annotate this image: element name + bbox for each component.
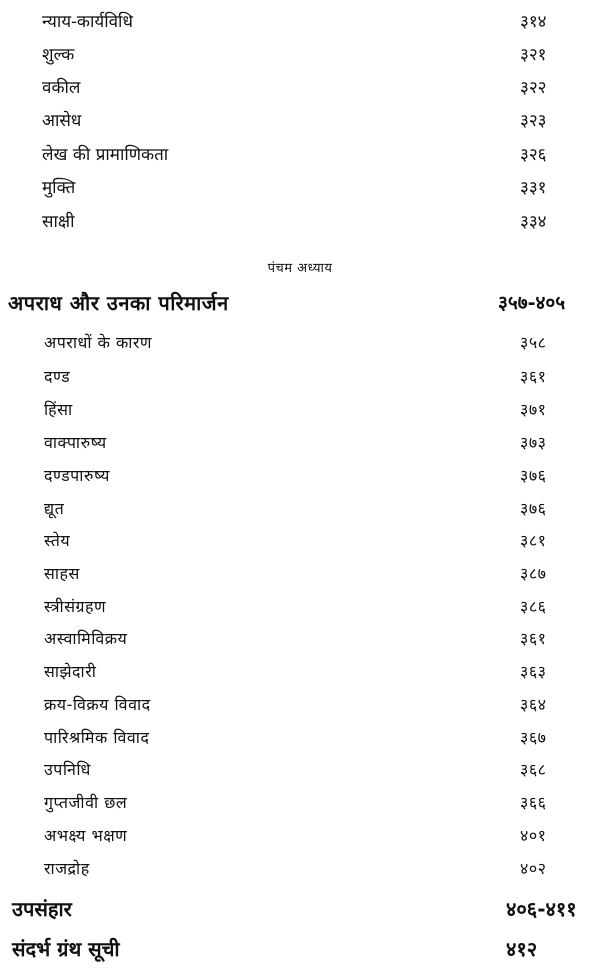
- toc-entry-page: ३२६: [520, 144, 547, 165]
- toc-entry-page: ३५८: [520, 333, 547, 352]
- chapter-label: पंचम अध्याय: [267, 261, 333, 276]
- bibliography-page: ४१२: [506, 936, 538, 961]
- toc-entry: [0, 70, 600, 102]
- toc-entry-title: न्याय-कार्यविधि: [42, 11, 133, 32]
- toc-entry-title: वाक्पारुष्य: [44, 433, 107, 452]
- toc-entry: [0, 590, 600, 622]
- toc-entry-page: ३७६: [520, 499, 547, 518]
- conclusion-title: उपसंहार: [12, 896, 72, 921]
- toc-entry: [0, 753, 600, 785]
- chapter-title: अपराध और उनका परिमार्जन: [8, 290, 229, 315]
- toc-entry-title: दण्ड: [44, 367, 71, 386]
- toc-entry-title: साझेदारी: [44, 662, 97, 681]
- toc-entry-page: ३६६: [520, 793, 547, 812]
- toc-entry-page: ३१४: [520, 11, 547, 32]
- toc-entry-title: पारिश्रमिक विवाद: [44, 728, 150, 747]
- bibliography-title: संदर्भ ग्रंथ सूची: [12, 936, 120, 961]
- toc-entry-page: ३३१: [520, 177, 547, 198]
- chapter-pages: ३५७-४०५: [498, 292, 566, 314]
- toc-entry: [0, 622, 600, 654]
- toc-entry: [0, 170, 600, 202]
- toc-entry-title: गुप्तजीवी छल: [44, 793, 128, 812]
- toc-entry: [0, 492, 600, 524]
- toc-entry: [0, 524, 600, 556]
- toc-entry: [0, 103, 600, 135]
- toc-entry-title: दण्डपारुष्य: [44, 466, 110, 485]
- toc-entry-page: ३६७: [520, 728, 547, 747]
- toc-entry-page: ३८६: [520, 597, 547, 616]
- toc-entry: [0, 393, 600, 425]
- chapter-heading: [0, 286, 600, 318]
- toc-entry: [0, 688, 600, 720]
- toc-entry: [0, 655, 600, 687]
- toc-entry-page: ३३४: [520, 211, 547, 232]
- toc-entry-page: ४०२: [520, 859, 547, 878]
- toc-entry-page: ३२३: [520, 110, 547, 131]
- toc-entry-page: ३२१: [520, 44, 547, 65]
- toc-entry-title: साहस: [44, 564, 80, 583]
- toc-entry: [0, 360, 600, 392]
- toc-entry: [0, 137, 600, 169]
- conclusion-pages: ४०६-४११: [506, 896, 577, 921]
- toc-entry-page: ३६३: [520, 662, 547, 681]
- toc-entry-title: अस्वामिविक्रय: [44, 629, 128, 648]
- toc-entry: [0, 426, 600, 458]
- toc-entry-title: हिंसा: [44, 400, 73, 419]
- toc-entry-title: राजद्रोह: [44, 859, 90, 878]
- toc-entry-title: उपनिधि: [44, 760, 91, 779]
- toc-entry-title: द्यूत: [44, 499, 65, 518]
- toc-entry-title: साक्षी: [42, 211, 75, 232]
- toc-entry-page: ३७१: [520, 400, 547, 419]
- toc-entry: [0, 852, 600, 884]
- toc-entry-page: ४०१: [520, 826, 547, 845]
- toc-entry-title: लेख की प्रामाणिकता: [42, 144, 169, 165]
- toc-entry: [0, 204, 600, 236]
- toc-entry: [0, 786, 600, 818]
- toc-entry: [0, 326, 600, 358]
- toc-entry-page: ३६४: [520, 695, 547, 714]
- toc-entry-title: शुल्क: [42, 44, 75, 65]
- toc-entry-page: ३७३: [520, 433, 547, 452]
- toc-entry-title: अभक्ष्य भक्षण: [44, 826, 128, 845]
- toc-entry-title: वकील: [42, 77, 81, 98]
- toc-entry: [0, 4, 600, 36]
- bibliography-heading: [0, 932, 600, 964]
- toc-entry-title: मुक्ति: [42, 177, 76, 198]
- toc-entry: [0, 721, 600, 753]
- toc-entry-title: स्तेय: [44, 531, 71, 550]
- toc-entry-page: ३६८: [520, 760, 547, 779]
- toc-entry: [0, 37, 600, 69]
- toc-entry-title: आसेध: [42, 110, 82, 131]
- toc-entry-title: स्त्रीसंग्रहण: [44, 597, 107, 616]
- toc-entry-page: ३७६: [520, 466, 547, 485]
- toc-entry-title: क्रय-विक्रय विवाद: [44, 695, 151, 714]
- toc-entry: [0, 557, 600, 589]
- toc-entry: [0, 459, 600, 491]
- toc-entry-page: ३६१: [520, 629, 547, 648]
- toc-entry-page: ३६१: [520, 367, 547, 386]
- toc-entry-page: ३८१: [520, 531, 547, 550]
- toc-entry-page: ३८७: [520, 564, 547, 583]
- toc-entry-page: ३२२: [520, 77, 547, 98]
- toc-entry: [0, 819, 600, 851]
- toc-entry-title: अपराधों के कारण: [44, 333, 152, 352]
- conclusion-heading: [0, 892, 600, 924]
